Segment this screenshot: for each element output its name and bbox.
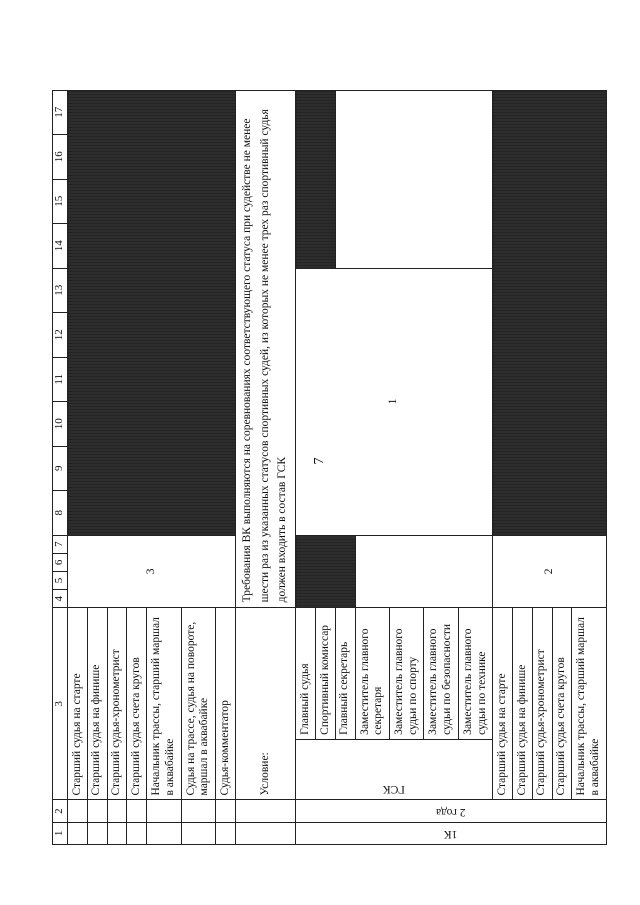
row-label: Заместитель главного судьи по безопасности: [424, 608, 458, 739]
row-label: Судья-комментатор: [216, 608, 236, 800]
row-label: Заместитель главного судьи по технике: [458, 608, 492, 739]
row-label: Старший судья на финише: [87, 608, 107, 800]
rank-cell: [127, 822, 147, 844]
shaded-cell: [493, 90, 607, 535]
row-label: Старший судья счета кругов: [552, 608, 572, 800]
years-cell: [181, 800, 215, 822]
rank-cell: [87, 822, 107, 844]
rank-cell: [147, 822, 181, 844]
row-label: Начальник трассы, старший маршал в аквабайке: [147, 608, 181, 800]
header-cell: 10: [53, 402, 68, 447]
header-cell: 5: [53, 571, 68, 589]
row-label: Старший судья-хронометрист: [107, 608, 127, 800]
years-cell: [68, 800, 88, 822]
header-cell: 4: [53, 590, 68, 608]
row-label: Главный секретарь: [335, 608, 355, 739]
header-cell: 16: [53, 135, 68, 180]
row-label: Судья на трассе, судья на повороте, маршал в аквабайке: [181, 608, 215, 800]
header-cell: 12: [53, 313, 68, 358]
row-label: Заместитель главного секретаря: [355, 608, 389, 739]
row-label: Главный судья: [296, 608, 316, 739]
years-cell: [107, 800, 127, 822]
shaded-cell: [296, 535, 355, 608]
header-cell: 8: [53, 491, 68, 536]
years-cell: [296, 800, 607, 822]
row-label: Начальник трассы, старший маршал в аквабайке: [572, 608, 607, 800]
row-label: Старший судья-хронометрист: [532, 608, 552, 800]
rank-cell: [235, 822, 295, 844]
row-label: Заместитель главного судьи по спорту: [390, 608, 424, 739]
header-cell: 11: [53, 357, 68, 402]
header-cell: 6: [53, 553, 68, 571]
gsk-value-cell: 1: [296, 268, 493, 535]
header-row: [53, 51, 68, 845]
gsk-cell: [296, 739, 493, 800]
rank-cell: [68, 822, 88, 844]
row-label: Старший судья счета кругов: [127, 608, 147, 800]
page-number: 7: [312, 457, 327, 465]
header-cell: 13: [53, 268, 68, 313]
bottom-value-cell: 2: [493, 535, 607, 608]
qualification-table: [52, 50, 607, 845]
row-label: Спортивный комиссар: [316, 608, 336, 739]
years-cell: [87, 800, 107, 822]
rank-cell: [107, 822, 127, 844]
years-cell: [147, 800, 181, 822]
shaded-cell: [68, 90, 236, 535]
table-row: [296, 51, 316, 845]
rank-cell: [181, 822, 215, 844]
qualification-table-sheet: [52, 50, 607, 845]
header-cell: 9: [53, 446, 68, 491]
header-cell: 2: [53, 800, 68, 822]
table-row: [68, 51, 88, 845]
shaded-cell: [296, 90, 336, 268]
condition-row: [235, 51, 295, 845]
table-row: [493, 51, 513, 845]
row-label: Старший судья на финише: [513, 608, 533, 800]
years-cell: [216, 800, 236, 822]
rank-cell: [216, 822, 236, 844]
years-label: 2 года: [436, 805, 466, 818]
years-cell: [235, 800, 295, 822]
years-cell: [127, 800, 147, 822]
rank-label: 1К: [444, 828, 458, 840]
header-cell: 14: [53, 224, 68, 269]
gsk-label: ГСК: [383, 783, 406, 796]
header-cell: 1: [53, 822, 68, 844]
white-cell: [335, 90, 492, 268]
white-cell: [355, 535, 493, 608]
header-cell: 3: [53, 608, 68, 800]
row-label: Старший судья на старте: [68, 608, 88, 800]
header-cell: 15: [53, 179, 68, 224]
row-label: Старший судья на старте: [493, 608, 513, 800]
header-cell: 17: [53, 90, 68, 135]
condition-label: Условие:: [235, 608, 295, 800]
rank-cell: [296, 822, 607, 844]
header-cell: 7: [53, 535, 68, 553]
condition-text: Требования ВК выполняются на соревнованиях соответствующего статуса при судействе не менее шести раз из указанных статусов спортивных судей, из которых не менее трех раз спортивный судья должен входить в состав ГСК: [235, 90, 295, 608]
top-value-cell: 3: [68, 535, 236, 608]
